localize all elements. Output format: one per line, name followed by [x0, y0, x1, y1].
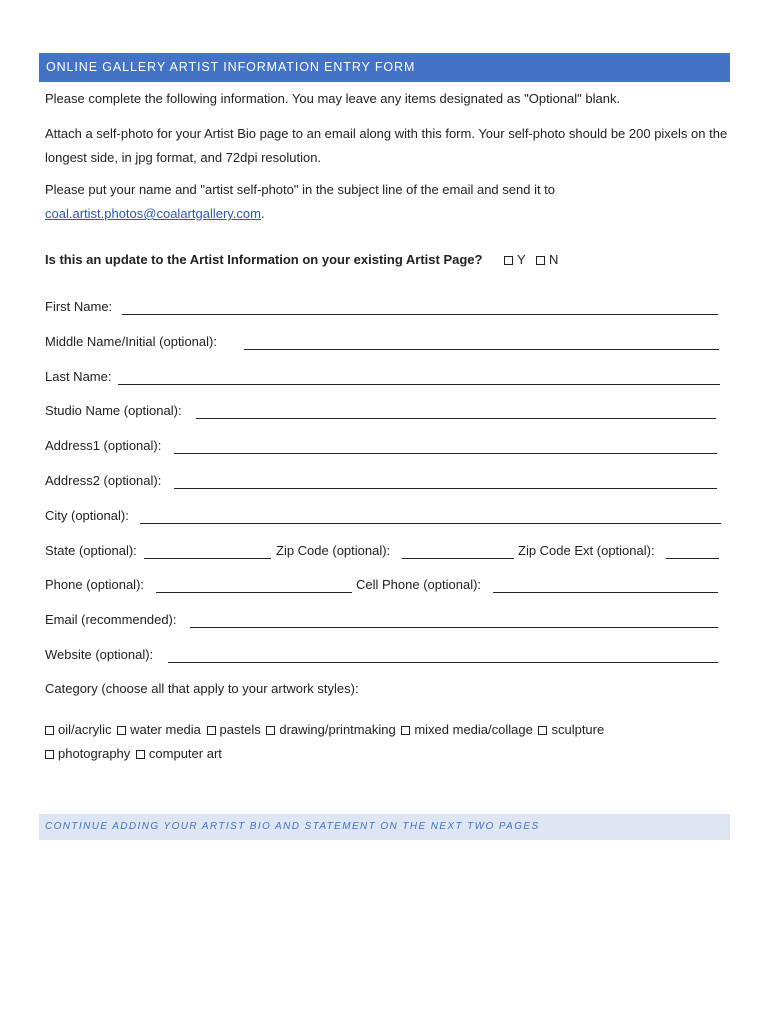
city-label: City (optional):	[45, 508, 129, 523]
email-link[interactable]: coal.artist.photos@coalartgallery.com	[45, 206, 261, 221]
category-option-oil-acrylic[interactable]	[45, 722, 111, 737]
middle-name-label: Middle Name/Initial (optional):	[45, 334, 217, 349]
form-title: ONLINE GALLERY ARTIST INFORMATION ENTRY FORM	[46, 60, 416, 74]
email-instructions-text: Please put your name and "artist self-photo" in the subject line of the email and send it to	[45, 182, 556, 197]
water-media-checkbox[interactable]	[117, 726, 126, 735]
last-name-label: Last Name:	[45, 369, 112, 384]
category-option-water-media[interactable]	[117, 722, 201, 737]
phone-label: Phone (optional):	[45, 577, 145, 592]
zip-label: Zip Code (optional):	[276, 543, 391, 558]
first-name-row	[45, 295, 725, 319]
photography-checkbox[interactable]	[45, 750, 54, 759]
category-option-computer-art[interactable]	[136, 746, 222, 761]
oil-acrylic-checkbox[interactable]	[45, 726, 54, 735]
computer-art-label: computer art	[148, 746, 222, 761]
computer-art-checkbox[interactable]	[136, 750, 145, 759]
drawing-printmaking-label: drawing/printmaking	[279, 722, 396, 737]
state-field[interactable]	[144, 558, 271, 559]
update-yes-checkbox[interactable]	[504, 256, 513, 265]
continue-banner	[39, 814, 730, 840]
pastels-label: pastels	[219, 722, 261, 737]
mixed-media-collage-label: mixed media/collage	[414, 722, 533, 737]
zip-ext-label: Zip Code Ext (optional):	[518, 543, 655, 558]
water-media-label: water media	[130, 722, 201, 737]
studio-name-field[interactable]	[196, 418, 716, 419]
form-title-bar	[39, 53, 730, 82]
phone-field[interactable]	[156, 592, 352, 593]
category-options	[45, 718, 735, 766]
website-field[interactable]	[168, 662, 718, 663]
address1-field[interactable]	[174, 453, 717, 454]
zip-field[interactable]	[402, 558, 514, 559]
category-option-drawing-printmaking[interactable]	[266, 722, 395, 737]
address1-label: Address1 (optional):	[45, 438, 162, 453]
category-option-sculpture[interactable]	[538, 722, 604, 737]
first-name-label: First Name:	[45, 299, 113, 314]
drawing-printmaking-checkbox[interactable]	[266, 726, 275, 735]
email-field[interactable]	[190, 627, 718, 628]
sculpture-checkbox[interactable]	[538, 726, 547, 735]
update-yes-option[interactable]	[504, 248, 526, 272]
email-instructions-end: .	[261, 206, 265, 221]
update-no-option[interactable]	[536, 248, 558, 272]
city-field[interactable]	[140, 523, 721, 524]
update-yes-label: Y	[517, 252, 526, 267]
oil-acrylic-label: oil/acrylic	[58, 722, 112, 737]
update-question: Is this an update to the Artist Information on your existing Artist Page?	[45, 252, 483, 267]
email-instructions	[45, 178, 735, 226]
address2-label: Address2 (optional):	[45, 473, 162, 488]
category-option-mixed-media-collage[interactable]	[401, 722, 533, 737]
update-no-label: N	[549, 252, 559, 267]
address2-field[interactable]	[174, 488, 717, 489]
pastels-checkbox[interactable]	[207, 726, 216, 735]
continue-banner-text: CONTINUE ADDING YOUR ARTIST BIO AND STATEMENT ON THE NEXT TWO PAGES	[45, 821, 540, 832]
middle-name-field[interactable]	[244, 349, 719, 350]
category-option-photography[interactable]	[45, 746, 130, 761]
cell-phone-field[interactable]	[493, 592, 718, 593]
update-no-checkbox[interactable]	[536, 256, 545, 265]
studio-name-label: Studio Name (optional):	[45, 403, 182, 418]
cell-phone-label: Cell Phone (optional):	[356, 577, 482, 592]
mixed-media-collage-checkbox[interactable]	[401, 726, 410, 735]
photo-instructions: Attach a self-photo for your Artist Bio page to an email along with this form. Your self-photo should be 200 pixels on the longest side, in jpg format, and 72dpi resolution.	[45, 126, 728, 165]
sculpture-label: sculpture	[551, 722, 605, 737]
last-name-field[interactable]	[118, 384, 720, 385]
category-label: Category (choose all that apply to your artwork styles):	[45, 681, 359, 696]
category-option-pastels[interactable]	[207, 722, 261, 737]
website-label: Website (optional):	[45, 647, 154, 662]
zip-ext-field[interactable]	[666, 558, 719, 559]
first-name-field[interactable]	[122, 314, 718, 315]
intro-instructions: Please complete the following information. You may leave any items designated as "Optional" blank.	[45, 91, 621, 106]
state-label: State (optional):	[45, 543, 137, 558]
photography-label: photography	[58, 746, 131, 761]
email-label: Email (recommended):	[45, 612, 177, 627]
